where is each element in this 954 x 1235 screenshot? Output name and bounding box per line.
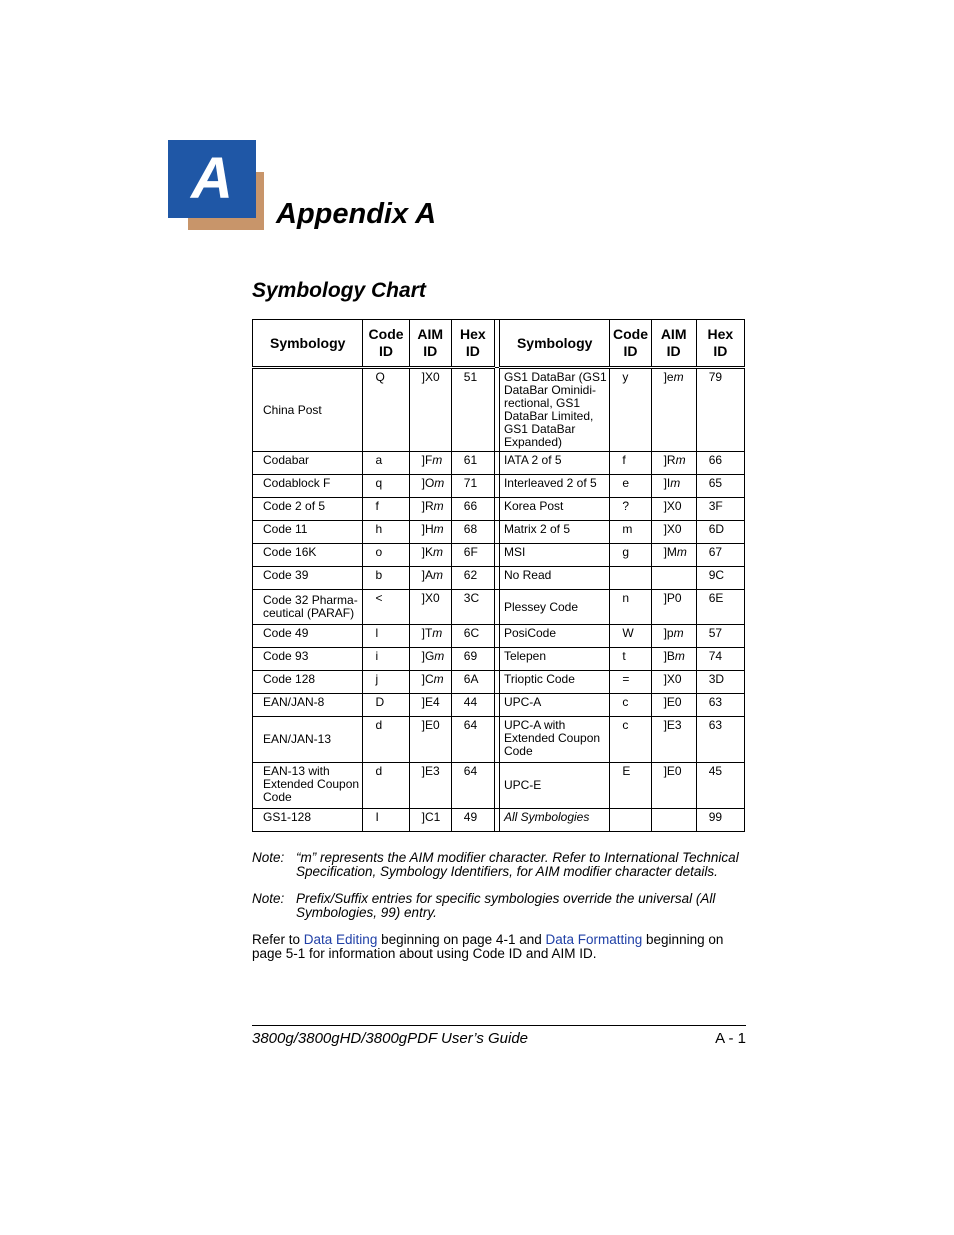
- aim-id-cell: ]E3: [651, 717, 696, 763]
- symbology-cell: China Post: [253, 368, 363, 452]
- table-row: [253, 694, 745, 717]
- aim-id-cell: ]X0: [651, 498, 696, 521]
- code-id-cell: D: [363, 694, 409, 717]
- table-row: [253, 475, 745, 498]
- symbology-cell: Trioptic Code: [499, 671, 609, 694]
- hex-id-cell: 68: [451, 521, 494, 544]
- refer-text-mid: beginning on page 4-1 and: [377, 932, 546, 947]
- table-row: [253, 763, 745, 809]
- hex-id-cell: 63: [696, 717, 744, 763]
- note-prefix-suffix: [252, 892, 747, 920]
- aim-id-cell: ]pm: [651, 625, 696, 648]
- appendix-badge: A: [168, 140, 256, 218]
- header-aim-id-left: AIM ID: [409, 320, 451, 368]
- table-header-row: [253, 320, 745, 368]
- code-id-cell: Q: [363, 368, 409, 452]
- note-text: Prefix/Suffix entries for specific symbologies override the universal (All Symbologies, 99) entry.: [296, 891, 716, 920]
- aim-id-cell: ]X0: [651, 671, 696, 694]
- code-id-cell: q: [363, 475, 409, 498]
- symbology-cell: Matrix 2 of 5: [499, 521, 609, 544]
- symbology-cell: IATA 2 of 5: [499, 452, 609, 475]
- code-id-cell: [610, 809, 651, 832]
- hex-id-cell: 69: [451, 648, 494, 671]
- table-row: [253, 544, 745, 567]
- symbology-cell: GS1-128: [253, 809, 363, 832]
- symbology-cell: GS1 DataBar (GS1 DataBar Ominidi-rectional, GS1 DataBar Limited, GS1 DataBar Expanded): [499, 368, 609, 452]
- code-id-cell: e: [610, 475, 651, 498]
- header-symbology-right: Symbology: [499, 320, 609, 368]
- symbology-cell: Code 93: [253, 648, 363, 671]
- hex-id-cell: 66: [696, 452, 744, 475]
- code-id-cell: g: [610, 544, 651, 567]
- table-row: [253, 717, 745, 763]
- hex-id-cell: 66: [451, 498, 494, 521]
- symbology-cell: UPC-A: [499, 694, 609, 717]
- code-id-cell: E: [610, 763, 651, 809]
- footer-guide-title: 3800g/3800gHD/3800gPDF User’s Guide: [252, 1030, 529, 1047]
- header-hex-id-right: Hex ID: [696, 320, 744, 368]
- note-aim-modifier: [252, 851, 747, 879]
- code-id-cell: i: [363, 648, 409, 671]
- symbology-cell: Plessey Code: [499, 590, 609, 625]
- code-id-cell: b: [363, 567, 409, 590]
- hex-id-cell: 51: [451, 368, 494, 452]
- symbology-cell: Codabar: [253, 452, 363, 475]
- code-id-cell: l: [363, 625, 409, 648]
- symbology-cell: Code 2 of 5: [253, 498, 363, 521]
- aim-id-cell: ]E3: [409, 763, 451, 809]
- hex-id-cell: 6E: [696, 590, 744, 625]
- aim-id-cell: ]Fm: [409, 452, 451, 475]
- table-row: [253, 590, 745, 625]
- aim-id-cell: ]Bm: [651, 648, 696, 671]
- code-id-cell: y: [610, 368, 651, 452]
- symbology-cell: Code 32 Pharma-ceutical (PARAF): [253, 590, 363, 625]
- aim-id-cell: ]E4: [409, 694, 451, 717]
- note-label: Note:: [252, 850, 285, 865]
- footer-rule: [252, 1025, 746, 1026]
- table-row: [253, 452, 745, 475]
- symbology-cell: All Symbologies: [499, 809, 609, 832]
- aim-id-cell: ]Im: [651, 475, 696, 498]
- symbology-cell: MSI: [499, 544, 609, 567]
- symbology-cell: Interleaved 2 of 5: [499, 475, 609, 498]
- symbology-cell: UPC-E: [499, 763, 609, 809]
- symbology-cell: EAN-13 with Extended Coupon Code: [253, 763, 363, 809]
- aim-id-cell: ]Om: [409, 475, 451, 498]
- code-id-cell: d: [363, 717, 409, 763]
- symbology-cell: Code 128: [253, 671, 363, 694]
- table-row: [253, 625, 745, 648]
- hex-id-cell: 57: [696, 625, 744, 648]
- table-body: [253, 368, 745, 832]
- code-id-cell: f: [363, 498, 409, 521]
- section-title: Symbology Chart: [252, 279, 426, 302]
- aim-id-cell: ]Cm: [409, 671, 451, 694]
- header-code-id-left: Code ID: [363, 320, 409, 368]
- refer-paragraph: [252, 933, 747, 961]
- symbology-cell: Code 11: [253, 521, 363, 544]
- aim-id-cell: ]Rm: [651, 452, 696, 475]
- symbology-cell: EAN/JAN-8: [253, 694, 363, 717]
- aim-id-cell: ]Rm: [409, 498, 451, 521]
- code-id-cell: I: [363, 809, 409, 832]
- hex-id-cell: 9C: [696, 567, 744, 590]
- header-hex-id-left: Hex ID: [451, 320, 494, 368]
- code-id-cell: n: [610, 590, 651, 625]
- hex-id-cell: 49: [451, 809, 494, 832]
- code-id-cell: c: [610, 694, 651, 717]
- code-id-cell: W: [610, 625, 651, 648]
- hex-id-cell: 44: [451, 694, 494, 717]
- aim-id-cell: ]Tm: [409, 625, 451, 648]
- code-id-cell: o: [363, 544, 409, 567]
- aim-id-cell: ]Km: [409, 544, 451, 567]
- hex-id-cell: 63: [696, 694, 744, 717]
- hex-id-cell: 74: [696, 648, 744, 671]
- header-aim-id-right: AIM ID: [651, 320, 696, 368]
- symbology-cell: Code 39: [253, 567, 363, 590]
- note-label: Note:: [252, 891, 285, 906]
- symbology-cell: Codablock F: [253, 475, 363, 498]
- table-row: [253, 671, 745, 694]
- code-id-cell: c: [610, 717, 651, 763]
- hex-id-cell: 3F: [696, 498, 744, 521]
- hex-id-cell: 64: [451, 717, 494, 763]
- code-id-cell: t: [610, 648, 651, 671]
- hex-id-cell: 6A: [451, 671, 494, 694]
- symbology-table: [252, 319, 745, 832]
- hex-id-cell: 61: [451, 452, 494, 475]
- code-id-cell: [610, 567, 651, 590]
- hex-id-cell: 71: [451, 475, 494, 498]
- code-id-cell: a: [363, 452, 409, 475]
- refer-text-post: beginning on page 5-1 for information about using Code ID and AIM ID.: [252, 932, 724, 961]
- aim-id-cell: ]P0: [651, 590, 696, 625]
- code-id-cell: f: [610, 452, 651, 475]
- aim-id-cell: [651, 809, 696, 832]
- aim-id-cell: ]em: [651, 368, 696, 452]
- code-id-cell: j: [363, 671, 409, 694]
- symbology-cell: Korea Post: [499, 498, 609, 521]
- aim-id-cell: ]Gm: [409, 648, 451, 671]
- hex-id-cell: 6D: [696, 521, 744, 544]
- hex-id-cell: 64: [451, 763, 494, 809]
- aim-id-cell: ]Mm: [651, 544, 696, 567]
- aim-id-cell: ]Am: [409, 567, 451, 590]
- code-id-cell: m: [610, 521, 651, 544]
- symbology-cell: No Read: [499, 567, 609, 590]
- aim-id-cell: ]X0: [409, 590, 451, 625]
- symbology-cell: Code 16K: [253, 544, 363, 567]
- table-row: [253, 521, 745, 544]
- symbology-cell: PosiCode: [499, 625, 609, 648]
- hex-id-cell: 3D: [696, 671, 744, 694]
- header-code-id-right: Code ID: [610, 320, 651, 368]
- header-symbology-left: Symbology: [253, 320, 363, 368]
- aim-id-cell: ]E0: [409, 717, 451, 763]
- hex-id-cell: 6F: [451, 544, 494, 567]
- data-editing-link[interactable]: Data Editing: [303, 932, 378, 947]
- hex-id-cell: 45: [696, 763, 744, 809]
- table-row: [253, 567, 745, 590]
- aim-id-cell: ]E0: [651, 694, 696, 717]
- aim-id-cell: [651, 567, 696, 590]
- table-row: [253, 648, 745, 671]
- notes-section: [252, 851, 747, 975]
- hex-id-cell: 62: [451, 567, 494, 590]
- symbology-cell: Code 49: [253, 625, 363, 648]
- hex-id-cell: 67: [696, 544, 744, 567]
- code-id-cell: =: [610, 671, 651, 694]
- code-id-cell: h: [363, 521, 409, 544]
- hex-id-cell: 6C: [451, 625, 494, 648]
- aim-id-cell: ]E0: [651, 763, 696, 809]
- data-formatting-link[interactable]: Data Formatting: [545, 932, 643, 947]
- refer-text-pre: Refer to: [252, 932, 304, 947]
- footer-page-number: A - 1: [715, 1030, 746, 1047]
- code-id-cell: ?: [610, 498, 651, 521]
- table-row: [253, 809, 745, 832]
- table-row: [253, 368, 745, 452]
- aim-id-cell: ]X0: [651, 521, 696, 544]
- hex-id-cell: 65: [696, 475, 744, 498]
- table-row: [253, 498, 745, 521]
- aim-id-cell: ]C1: [409, 809, 451, 832]
- note-text: “m” represents the AIM modifier character. Refer to International Technical Specification, Symbology Identifiers, for AIM modifier character details.: [296, 850, 739, 879]
- page-title: Appendix A: [276, 198, 437, 230]
- symbology-cell: EAN/JAN-13: [253, 717, 363, 763]
- hex-id-cell: 79: [696, 368, 744, 452]
- hex-id-cell: 3C: [451, 590, 494, 625]
- aim-id-cell: ]Hm: [409, 521, 451, 544]
- code-id-cell: d: [363, 763, 409, 809]
- symbology-cell: UPC-A with Extended Coupon Code: [499, 717, 609, 763]
- symbology-cell: Telepen: [499, 648, 609, 671]
- aim-id-cell: ]X0: [409, 368, 451, 452]
- code-id-cell: <: [363, 590, 409, 625]
- hex-id-cell: 99: [696, 809, 744, 832]
